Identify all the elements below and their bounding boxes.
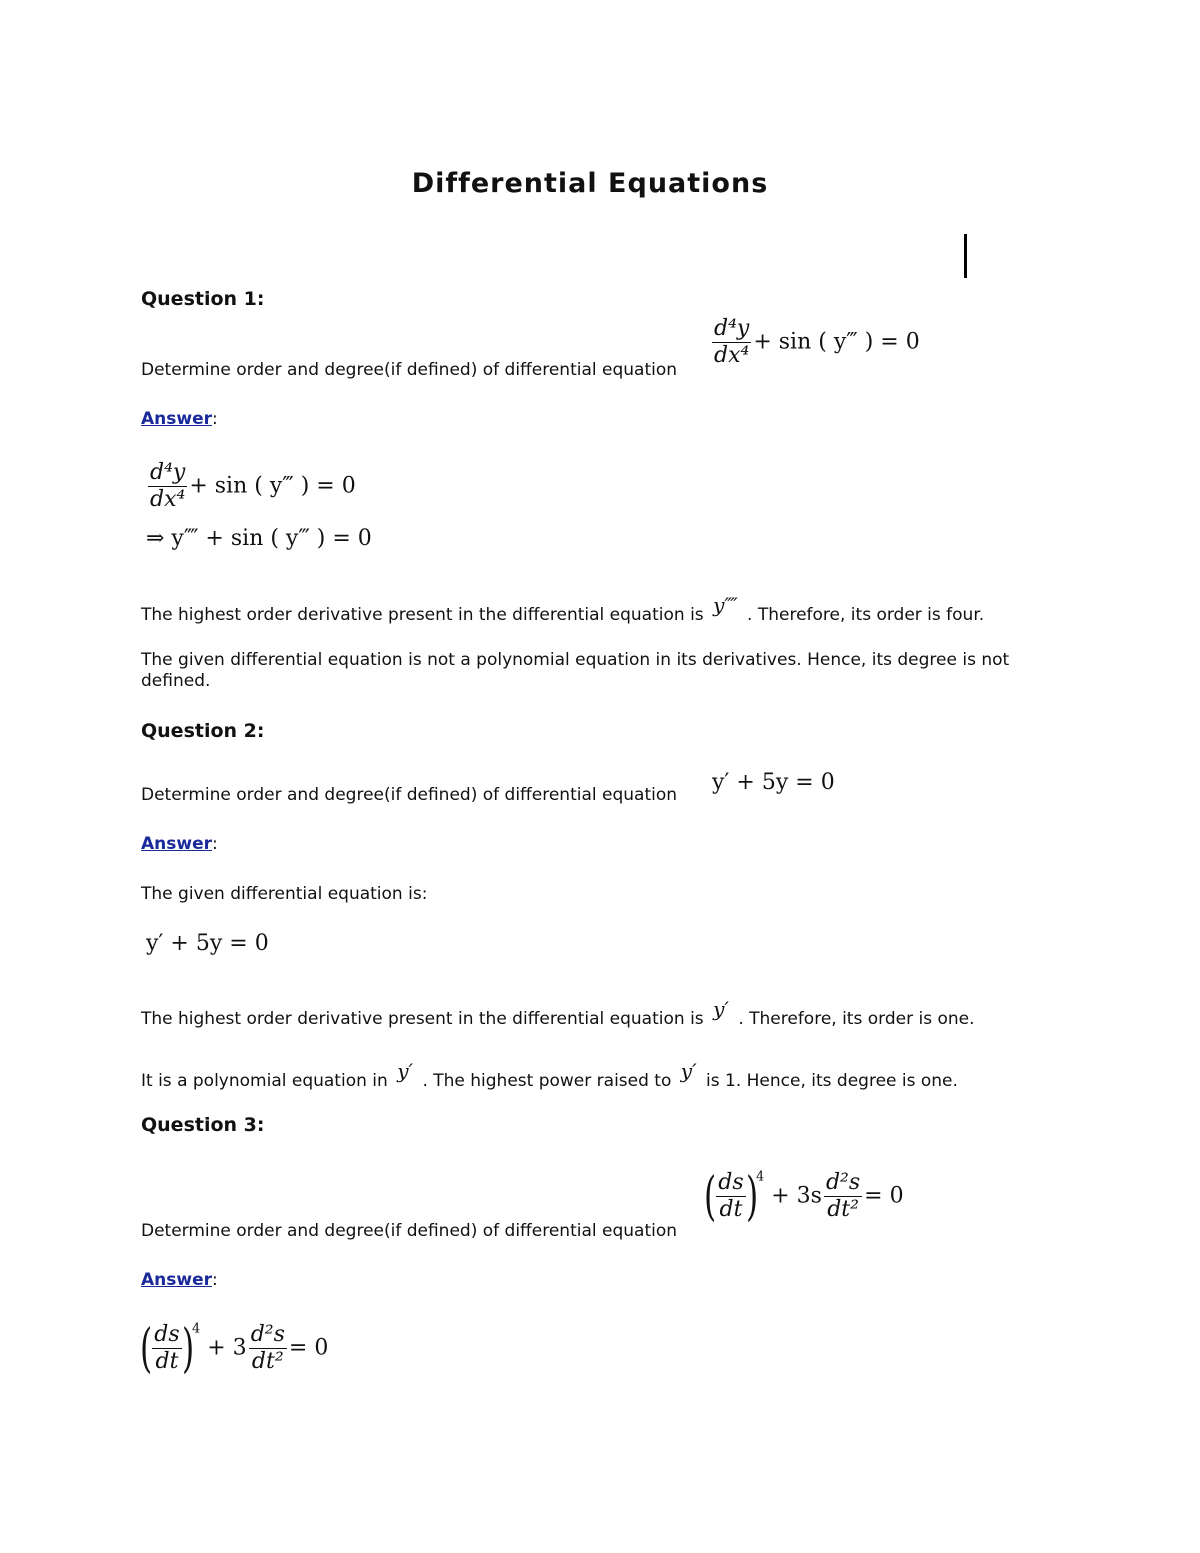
denominator: dt² [251,1349,284,1374]
answer-label: Answer [141,409,212,429]
order-symbol: y′ [713,997,729,1021]
answer-colon: : [212,834,218,854]
power: 4 [191,1321,201,1337]
document-title: Differential Equations [411,168,769,199]
left-paren: ( [704,1166,717,1227]
question-2-answer [141,834,218,854]
fraction [152,1322,181,1375]
fraction [712,316,751,369]
question-1-order-text [141,593,985,625]
order-text-pre: The highest order derivative present in the differential equation is [141,1009,704,1029]
equals: = 0 [288,1335,329,1361]
answer-1-equation-line-1 [146,460,356,513]
text-cursor [964,234,967,278]
question-1-prompt: Determine order and degree(if defined) of differential equation [141,360,678,380]
order-text-pre: The highest order derivative present in the differential equation is [141,605,704,625]
equation-rest: + sin ( y‴ ) = 0 [189,473,356,499]
question-2-given: The given differential equation is: [141,884,428,904]
fraction [148,460,187,513]
equals: = 0 [864,1183,904,1209]
right-paren: ) [745,1166,758,1227]
answer-3-equation [140,1318,329,1379]
answer-label: Answer [141,1270,212,1290]
equation-rest: + sin ( y‴ ) = 0 [753,329,920,355]
question-2-equation: y′ + 5y = 0 [712,770,835,795]
answer-2-equation: y′ + 5y = 0 [146,931,269,956]
poly-symbol-2: y′ [680,1059,697,1083]
numerator: d⁴y [714,316,750,341]
power: 4 [755,1169,765,1185]
coefficient: + 3 [207,1335,247,1361]
question-1-answer [141,409,218,429]
numerator: d²s [250,1322,285,1347]
poly-text-post: is 1. Hence, its degree is one. [706,1071,958,1091]
answer-1-equation-line-2: ⇒ y⁗ + sin ( y‴ ) = 0 [146,526,372,551]
question-1-heading: Question 1: [141,288,265,310]
question-3-answer [141,1270,218,1290]
denominator: dx⁴ [714,343,750,368]
numerator: ds [718,1170,744,1195]
poly-text-pre: It is a polynomial equation in [141,1071,388,1091]
poly-symbol-1: y′ [397,1059,414,1083]
denominator: dt² [827,1197,859,1222]
order-text-post: . Therefore, its order is one. [738,1009,975,1029]
denominator: dt [719,1197,743,1222]
answer-label: Answer [141,834,212,854]
coefficient: + 3s [771,1183,822,1209]
order-text-post: . Therefore, its order is four. [747,605,985,625]
question-3-heading: Question 3: [141,1114,265,1136]
fraction [824,1170,862,1223]
fraction [249,1322,287,1375]
denominator: dt [155,1349,179,1374]
right-paren: ) [181,1318,194,1379]
left-paren: ( [140,1318,153,1379]
answer-colon: : [212,1270,218,1290]
question-3-prompt: Determine order and degree(if defined) of differential equation [141,1221,678,1241]
question-1-equation [710,316,920,369]
order-symbol: y⁗ [713,593,738,617]
question-2-order-text [141,997,975,1029]
question-2-degree-text [141,1059,958,1091]
poly-text-mid: . The highest power raised to [422,1071,672,1091]
answer-colon: : [212,409,218,429]
numerator: d⁴y [150,460,186,485]
question-3-equation [704,1166,904,1227]
numerator: d²s [825,1170,861,1195]
denominator: dx⁴ [150,487,186,512]
question-2-prompt: Determine order and degree(if defined) of differential equation [141,785,678,805]
question-1-degree-text: The given differential equation is not a polynomial equation in its derivatives. Hence, its degree is not defined. [141,650,1010,691]
numerator: ds [154,1322,180,1347]
fraction [716,1170,745,1223]
question-2-heading: Question 2: [141,720,265,742]
